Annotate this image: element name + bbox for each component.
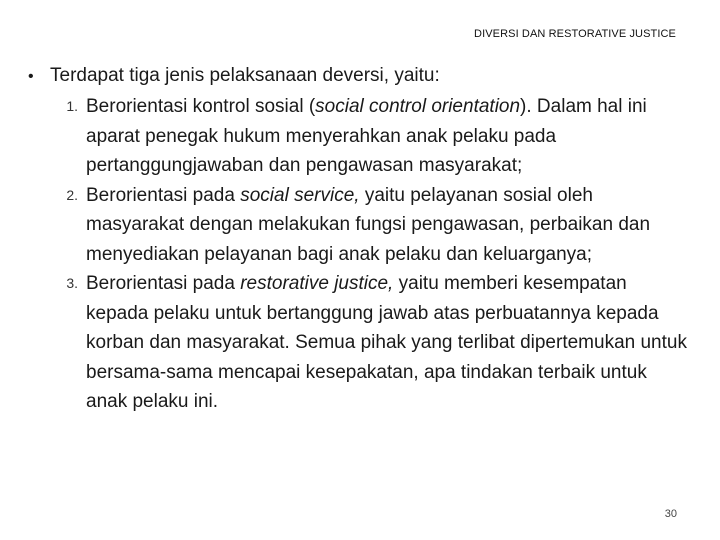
intro-text: Terdapat tiga jenis pelaksanaan deversi, yaitu: bbox=[50, 65, 440, 86]
slide-title: DIVERSI DAN RESTORATIVE JUSTICE bbox=[474, 28, 676, 40]
list-item-number: 3. bbox=[66, 275, 78, 291]
list-item bbox=[28, 181, 700, 270]
list-item-number: 2. bbox=[66, 186, 78, 203]
list-item-text: Berorientasi pada social service, yaitu pelayanan sosial oleh masyarakat dengan melakukan fungsi pengawasan, perbaikan dan menyediakan pelayanan bagi anak pelaku dan keluarganya; bbox=[86, 184, 651, 265]
list-item bbox=[28, 269, 700, 417]
bullet-dot-icon: • bbox=[28, 68, 34, 85]
bullet-intro bbox=[28, 60, 700, 92]
page-number: 30 bbox=[664, 508, 677, 520]
list-item-text: Berorientasi kontrol sosial (social control orientation). Dalam hal ini aparat penegak hukum menyerahkan anak pelaku pada pertanggungjawaban dan pengawasan masyarakat; bbox=[86, 96, 647, 176]
slide-content bbox=[28, 60, 700, 417]
numbered-list bbox=[28, 92, 700, 417]
list-item-text: Berorientasi pada restorative justice, yaitu memberi kesempatan kepada pelaku untuk bertanggung jawab atas perbuatannya kepada korban dan masyarakat. Semua pihak yang terlibat dipertemukan untuk bersama-sama mencapai kesepakatan, apa tindakan terbaik untuk anak pelaku ini. bbox=[86, 273, 687, 412]
list-item-number: 1. bbox=[66, 98, 78, 114]
list-item bbox=[28, 92, 700, 181]
